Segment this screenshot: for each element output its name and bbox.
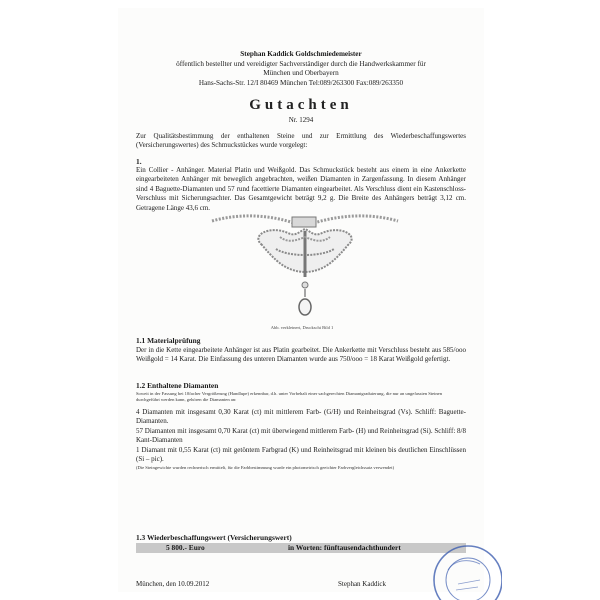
chain-right bbox=[314, 216, 398, 223]
clasp bbox=[292, 217, 316, 227]
value-box bbox=[136, 543, 466, 553]
issuer-address: Hans-Sachs-Str. 12/I 80469 München Tel:089/263300 Fax:089/263350 bbox=[198, 79, 404, 87]
official-stamp bbox=[428, 540, 502, 600]
item-description: Ein Collier - Anhänger. Material Platin und Weißgold. Das Schmuckstück besteht aus einem in eine Ankerkette eingearbeiteten Anhänger mit beweglich angebrachten, weißen Diamanten in Zargenfassung. In diesem Anhänger sind 4 Baguette-Diamanten und 57 rund facettierte Diamanten eingearbeitet. Als Verschluss dient ein Kastenschloss-Verschluss mit Sicherungsachter. Das Gesamtgewicht beträgt 9,2 g. Die Breite des Anhängers beträgt 3,12 cm. Getragene Länge 43,6 cm. bbox=[136, 166, 466, 212]
place-date: München, den 10.09.2012 bbox=[136, 580, 210, 588]
jewelry-photo bbox=[210, 207, 400, 322]
document-title: Gutachten bbox=[249, 97, 353, 113]
material-heading: 1.1 Materialprüfung bbox=[136, 336, 201, 345]
value-amount: 5 800.- Euro bbox=[166, 543, 205, 552]
item-number: 1. bbox=[136, 157, 142, 166]
value-words: in Worten: fünftausendachthundert bbox=[288, 543, 401, 552]
diamonds-text-1: 4 Diamanten mit insgesamt 0,30 Karat (ct) mit mittlerem Farb- (G/H) und Reinheitsgrad (Vs). Schliff: Baguette- Diamanten. bbox=[136, 408, 466, 426]
diamonds-note-2: (Die Steingewichte wurden rechnerisch ermittelt, für die Farbbestimmung wurde ein photometrisch geeichter Farbvergleichssatz verwendet) bbox=[136, 465, 395, 470]
material-text: Der in die Kette eingearbeitete Anhänger ist aus Platin gearbeitet. Die Ankerkette mit Verschluss besteht aus 585/ooo Weißgold = 14 Karat. Die Einfassung des unteren Diamanten wurde aus 750/ooo = 18 Karat Weißgold gefertigt. bbox=[136, 346, 466, 364]
chain-left bbox=[212, 216, 294, 223]
document-number: Nr. 1294 bbox=[288, 116, 314, 124]
value-heading: 1.3 Wiederbeschaffungswert (Versicherungswert) bbox=[136, 533, 292, 542]
intro-text: Zur Qualitätsbestimmung der enthaltenen Steine und zur Ermittlung des Wiederbeschaffungswertes (Versicherungswertes) des Schmuckstückes wurde vorgelegt: bbox=[136, 132, 466, 150]
diamonds-heading: 1.2 Enthaltene Diamanten bbox=[136, 381, 219, 390]
diamonds-text-2: 57 Diamanten mit insgesamt 0,70 Karat (ct) mit überwiegend mittlerem Farb- (H) und Reinheitsgrad (Si). Schliff: 8/8 Kant-Diamanten bbox=[136, 427, 466, 445]
issuer-line-1: öffentlich bestellter und vereidigter Sachverständiger durch die Handwerkskammer für bbox=[176, 60, 426, 68]
issuer-name: Stephan Kaddick Goldschmiedemeister bbox=[240, 50, 362, 58]
photo-caption: Abb. verkleinert, Druckschi Bild 1 bbox=[270, 325, 334, 330]
drop-diamond bbox=[299, 299, 311, 315]
diamonds-text-3: 1 Diamant mit 0,55 Karat (ct) mit getöntem Farbgrad (K) und Reinheitsgrad mit kleinen bis deutlichen Einschlüssen (Si – pic). bbox=[136, 446, 466, 464]
issuer-line-2: München und Oberbayern bbox=[263, 69, 339, 77]
diamonds-note: Soweit in der Fassung bei 10facher Vergrößerung (Handlupe) erkennbar, d.h. unter Vorbehalt einer sachgerechten Diamantgraduierung, die nur an ungefassten Steinen durchgeführt werden kann, gehören die Diamanten an: bbox=[136, 391, 443, 402]
signature: Stephan Kaddick bbox=[338, 580, 387, 588]
